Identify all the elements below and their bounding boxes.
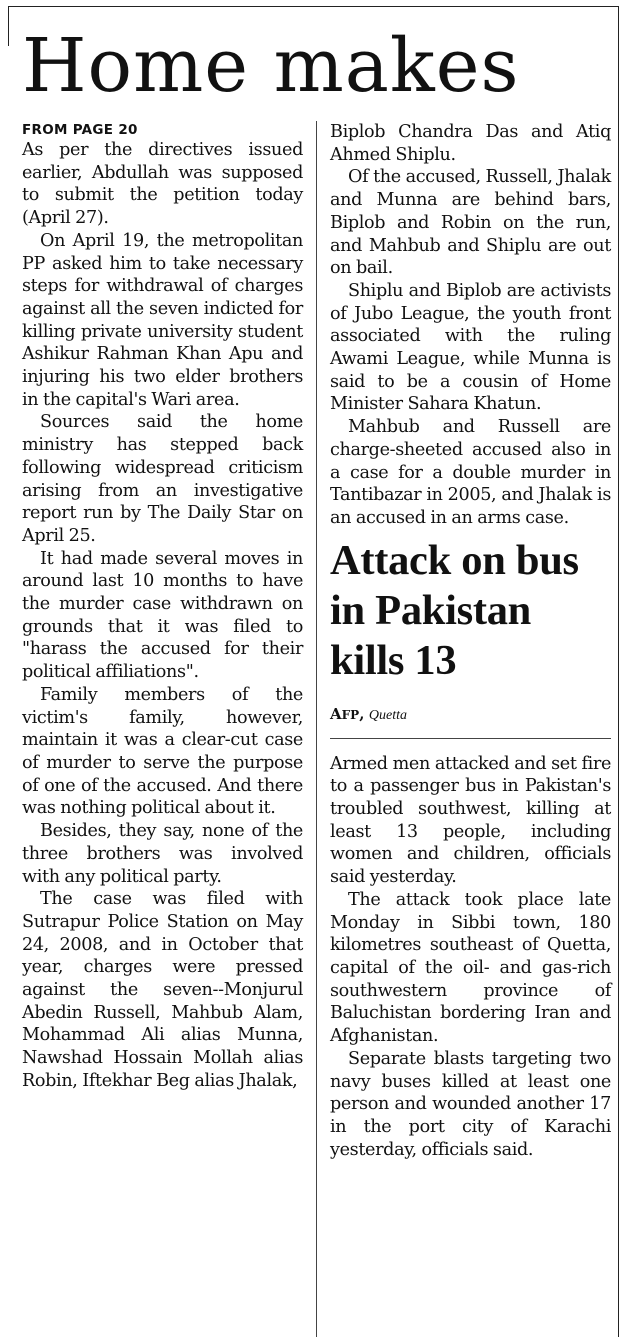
paragraph: Family members of the victim's family, however, maintain it was a clear-cut case of murder to serve the purpose of one of the accused. And there was nothing political about it.	[22, 684, 303, 819]
byline-agency	[330, 705, 359, 723]
paragraph: On April 19, the metropolitan PP asked him to take necessary steps for withdrawal of charges against all the seven indicted for killing private university student Ashikur Rahman Khan Apu and injuring his two elder brothers in the capital's Wari area.	[22, 230, 303, 410]
paragraph: Sources said the home ministry has stepped back following widespread criticism arising from an investigative report run by The Daily Star on April 25.	[22, 412, 303, 546]
paragraph: Separate blasts targeting two navy buses killed at least one person and wounded another 17 in the port city of Karachi yesterday, officials said.	[330, 1048, 611, 1160]
paragraph: The attack took place late Monday in Sibbi town, 180 kilometres southeast of Quetta, capital of the oil- and gas-rich southwestern province of Baluchistan bordering Iran and Afghanistan.	[330, 889, 611, 1047]
paragraph: As per the directives issued earlier, Abdullah was supposed to submit the petition today (April 27).	[22, 140, 303, 229]
continuation-kicker: FROM PAGE 20	[22, 122, 138, 138]
paragraph: Mahbub and Russell are charge-sheeted accused also in a case for a double murder in Tantibazar in 2005, and Jhalak is an accused in an arms case.	[330, 417, 611, 528]
paragraph: The case was filed with Sutrapur Police Station on May 24, 2008, and in October that year, charges were pressed against the seven--Monjurul Abedin Russell, Mahbub Alam, Mohammad Ali alias Munna, Nawshad Hossain Mollah alias Robin, Iftekhar Beg alias Jhalak,	[22, 889, 303, 1091]
paragraph: Biplob Chandra Das and Atiq Ahmed Shiplu.	[330, 122, 611, 165]
paragraph: Shiplu and Biplob are activists of Jubo League, the youth front associated with the ruling Awami League, while Munna is said to be a cousin of Home Minister Sahara Khatun.	[330, 280, 611, 415]
byline-place: Quetta	[368, 707, 407, 723]
paragraph: Armed men attacked and set fire to a passenger bus in Pakistan's troubled southwest, killing at least 13 people, including women and children, officials said yesterday.	[330, 753, 611, 888]
byline-rule	[330, 738, 611, 739]
paragraph: Besides, they say, none of the three brothers was involved with any political party.	[22, 821, 303, 887]
column-2	[330, 121, 611, 1337]
byline-separator: ,	[359, 704, 365, 723]
paragraph: It had made several moves in around last 10 months to have the murder case withdrawn on grounds that it was filed to "harass the accused for their political affiliations".	[22, 548, 303, 683]
frame-top-rule	[8, 6, 619, 7]
byline-agency-rest: FP	[341, 707, 360, 722]
byline	[330, 702, 611, 726]
second-story-headline: Attack on bus in Pakistan kills 13	[330, 536, 579, 684]
main-headline: Home makes	[22, 23, 520, 109]
main-story-column-1	[22, 121, 303, 1337]
column-divider	[316, 121, 317, 1337]
frame-left-rule	[8, 6, 9, 46]
frame-right-rule	[618, 6, 619, 1337]
paragraph: Of the accused, Russell, Jhalak and Munna are behind bars, Biplob and Robin on the run, and Mahbub and Shiplu are out on bail.	[330, 167, 611, 279]
byline-agency-initial: A	[330, 704, 342, 723]
